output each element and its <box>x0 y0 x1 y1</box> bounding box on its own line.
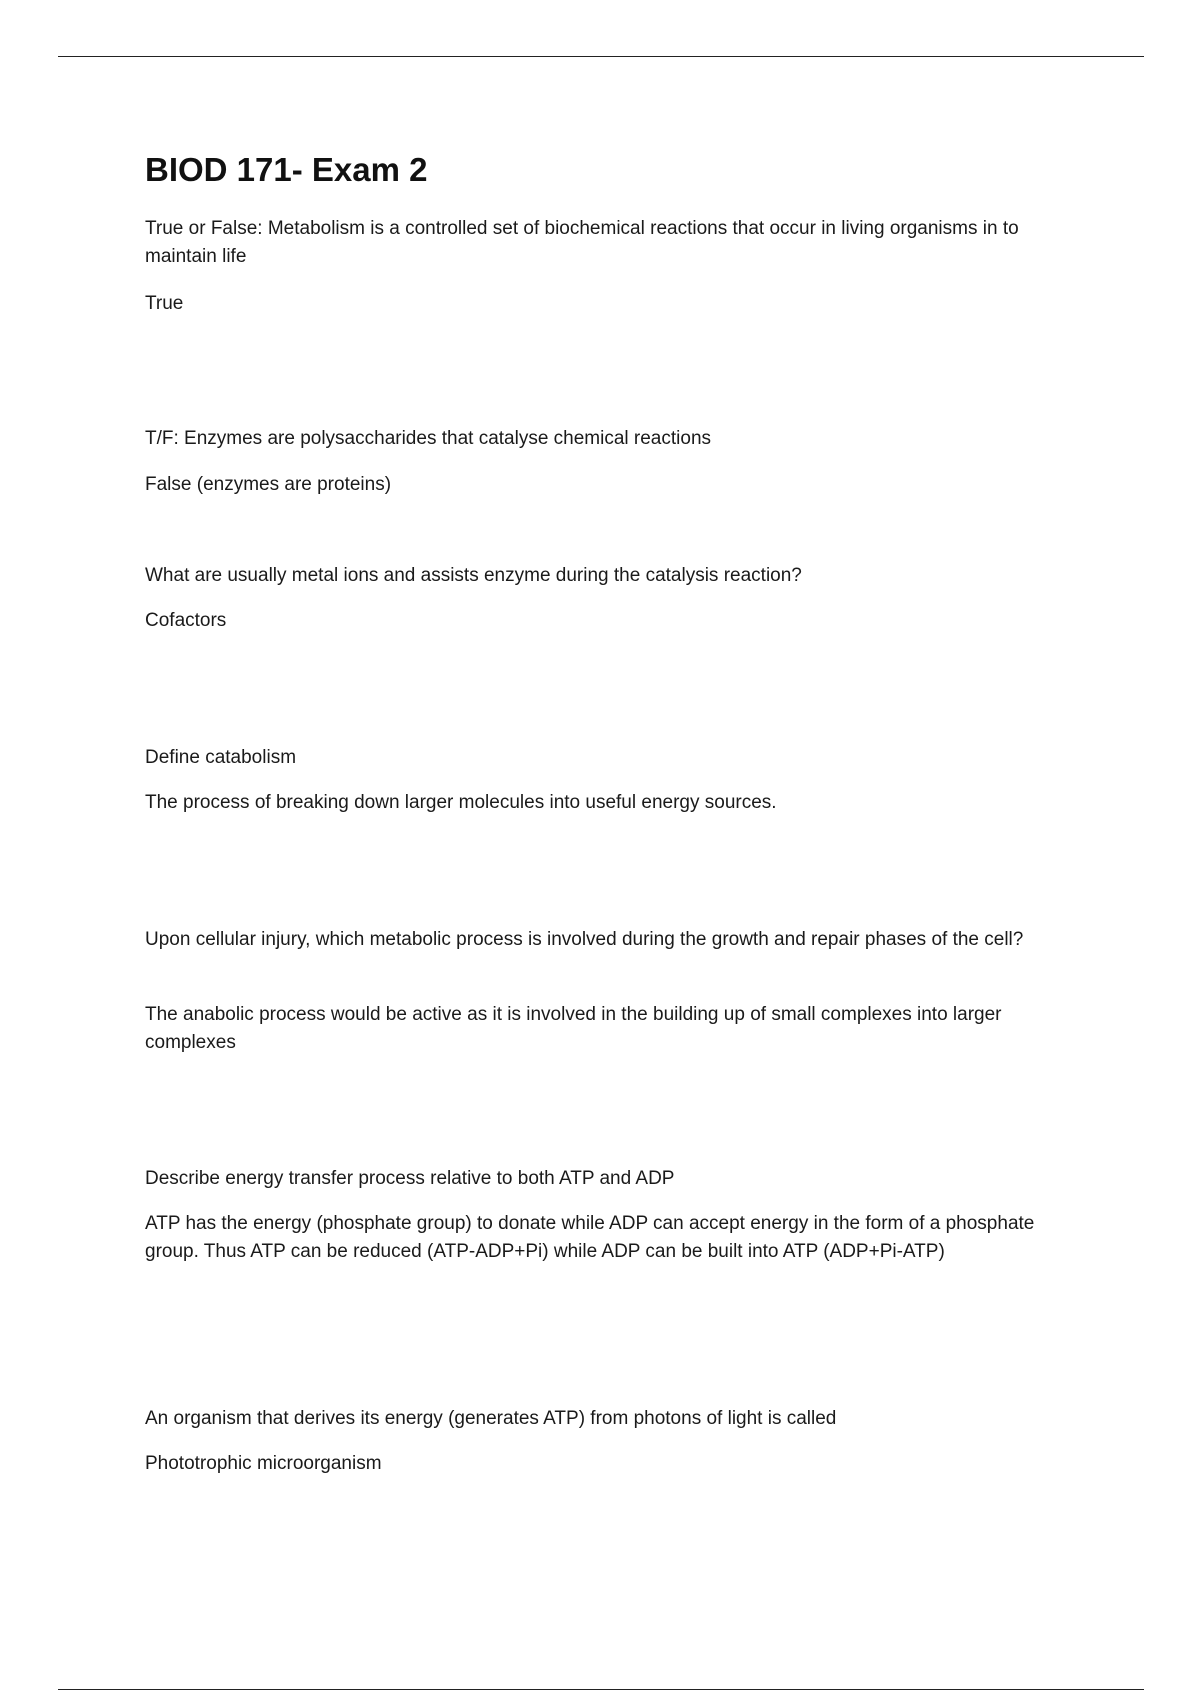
answer-2: False (enzymes are proteins) <box>145 474 392 495</box>
question-1: True or False: Metabolism is a controlled set of biochemical reactions that occur in living organisms in to maintain life <box>145 218 1019 267</box>
answer-3: Cofactors <box>145 610 227 631</box>
answer-5: The anabolic process would be active as it is involved in the building up of small complexes into larger complexes <box>145 1004 1002 1053</box>
question-2: T/F: Enzymes are polysaccharides that catalyse chemical reactions <box>145 428 712 449</box>
question-4: Define catabolism <box>145 747 297 768</box>
answer-4: The process of breaking down larger molecules into useful energy sources. <box>145 792 777 813</box>
question-3: What are usually metal ions and assists enzyme during the catalysis reaction? <box>145 565 802 586</box>
answer-7: Phototrophic microorganism <box>145 1453 382 1474</box>
question-6: Describe energy transfer process relative to both ATP and ADP <box>145 1168 675 1189</box>
question-7: An organism that derives its energy (generates ATP) from photons of light is called <box>145 1408 837 1429</box>
bottom-divider <box>58 1689 1144 1690</box>
answer-1: True <box>145 293 184 314</box>
question-5: Upon cellular injury, which metabolic process is involved during the growth and repair phases of the cell? <box>145 929 1024 950</box>
answer-6: ATP has the energy (phosphate group) to donate while ADP can accept energy in the form of a phosphate group. Thus ATP can be reduced (ATP-ADP+Pi) while ADP can be built into ATP (ADP+Pi-ATP) <box>145 1213 1035 1262</box>
document-title: BIOD 171- Exam 2 <box>145 151 428 188</box>
top-divider <box>58 56 1144 57</box>
